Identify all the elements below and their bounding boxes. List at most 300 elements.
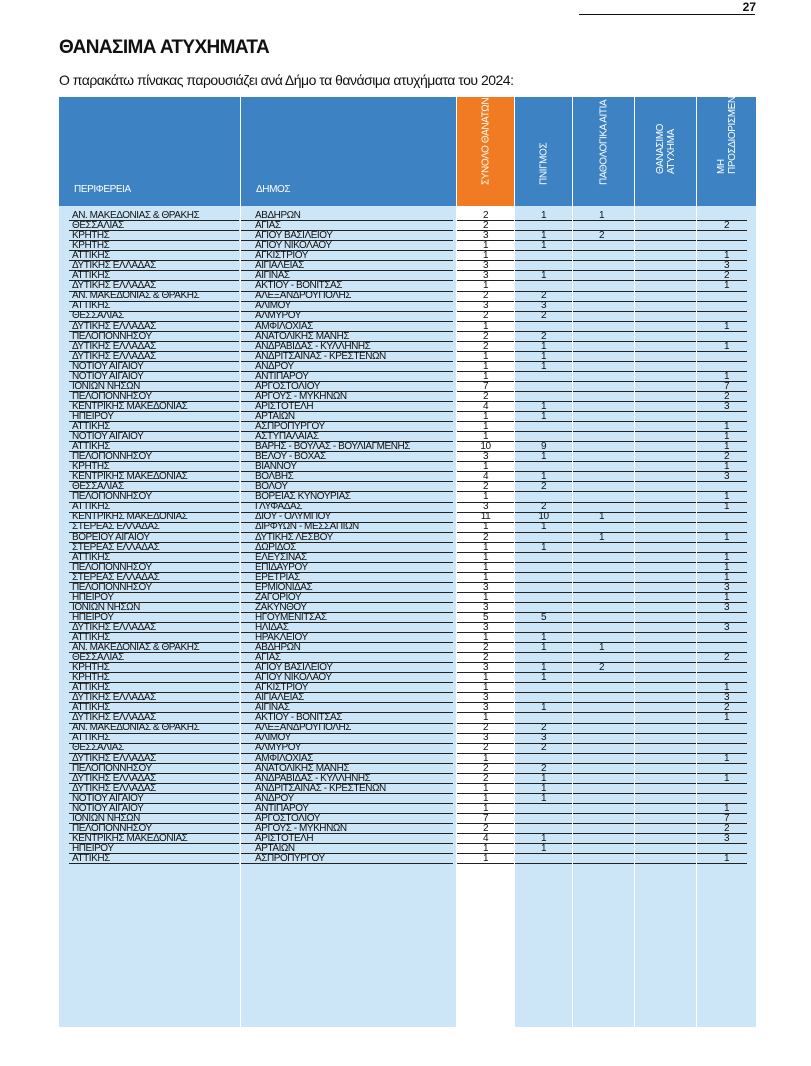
cell-undetermined: 3 <box>723 400 730 412</box>
cell-region: ΑΤΤΙΚΗΣ <box>72 702 110 714</box>
cell-undetermined: 2 <box>723 270 730 282</box>
header-drowning <box>515 97 572 206</box>
cell-total: 3 <box>482 300 489 312</box>
cell-region: ΑΤΤΙΚΗΣ <box>72 420 110 432</box>
cell-undetermined: 2 <box>723 822 730 834</box>
cell-total: 1 <box>482 712 489 724</box>
cell-region: ΑΝ. ΜΑΚΕΔΟΝΙΑΣ & ΘΡΑΚΗΣ <box>72 642 200 654</box>
table-row <box>59 743 756 753</box>
row-rule <box>515 863 572 864</box>
cell-total: 2 <box>482 642 489 654</box>
cell-undetermined: 1 <box>723 491 730 503</box>
cell-total: 3 <box>482 662 489 674</box>
cell-municipality: ΔΥΤΙΚΗΣ ΛΕΣΒΟΥ <box>255 531 333 543</box>
cell-drowning: 3 <box>540 300 547 312</box>
header-total-label: ΣΥΝΟΛΟ ΘΑΝΑΤΩΝ <box>480 97 491 185</box>
table-row <box>59 623 756 633</box>
cell-drowning: 1 <box>540 662 547 674</box>
cell-pathological: 1 <box>598 531 605 543</box>
cell-municipality: ΑΣΠΡΟΠΥΡΓΟΥ <box>255 853 325 864</box>
cell-undetermined: 1 <box>723 712 730 724</box>
cell-total: 1 <box>482 561 489 573</box>
cell-region: ΚΕΝΤΡΙΚΗΣ ΜΑΚΕΔΟΝΙΑΣ <box>72 832 188 844</box>
cell-undetermined: 3 <box>723 581 730 593</box>
cell-municipality: ΑΣΤΥΠΑΛΑΙΑΣ <box>255 431 319 443</box>
cell-region: ΑΤΤΙΚΗΣ <box>72 853 110 864</box>
cell-undetermined: 7 <box>723 380 730 392</box>
header-accident-label: ΘΑΝΑΣΙΜΟ ΑΤΥΧΗΜΑ <box>654 123 677 174</box>
cell-region: ΔΥΤΙΚΗΣ ΕΛΛΑΔΑΣ <box>72 320 156 332</box>
cell-municipality: ΑΛΕΞΑΝΔΡΟΥΠΟΛΗΣ <box>255 722 352 734</box>
cell-region: ΑΝ. ΜΑΚΕΔΟΝΙΑΣ & ΘΡΑΚΗΣ <box>72 290 200 302</box>
cell-undetermined: 1 <box>723 561 730 573</box>
cell-total: 2 <box>482 220 489 232</box>
table-row <box>59 522 756 532</box>
cell-drowning: 1 <box>540 631 547 643</box>
cell-region: ΔΥΤΙΚΗΣ ΕΛΛΑΔΑΣ <box>72 260 156 272</box>
cell-drowning: 2 <box>540 501 547 513</box>
cell-region: ΠΕΛΟΠΟΝΝΗΣΟΥ <box>72 491 152 503</box>
cell-total: 1 <box>482 571 489 583</box>
cell-municipality: ΑΝΔΡΑΒΙΔΑΣ - ΚΥΛΛΗΝΗΣ <box>255 772 371 784</box>
table-row <box>59 322 756 332</box>
table-row <box>59 402 756 412</box>
cell-municipality: ΑΙΓΙΑΛΕΙΑΣ <box>255 692 304 704</box>
table-row <box>59 764 756 774</box>
cell-municipality: ΑΡΓΟΣΤΟΛΙΟΥ <box>255 380 320 392</box>
cell-municipality: ΔΙΟΥ - ΟΛΥΜΠΟΥ <box>255 511 331 523</box>
cell-region: ΒΟΡΕΙΟΥ ΑΙΓΑΙΟΥ <box>72 531 150 543</box>
cell-region: ΣΤΕΡΕΑΣ ΕΛΛΑΔΑΣ <box>72 541 160 553</box>
cell-drowning: 2 <box>540 762 547 774</box>
cell-municipality: ΕΛΕΥΣΙΝΑΣ <box>255 551 307 563</box>
cell-municipality: ΗΛΙΔΑΣ <box>255 621 289 633</box>
cell-region: ΚΡΗΤΗΣ <box>72 662 110 674</box>
cell-drowning: 1 <box>540 210 547 221</box>
cell-undetermined: 1 <box>723 461 730 473</box>
cell-region: ΠΕΛΟΠΟΝΝΗΣΟΥ <box>72 581 152 593</box>
cell-total: 1 <box>482 410 489 422</box>
cell-municipality: ΑΒΔΗΡΩΝ <box>255 642 301 654</box>
intro-text: Ο παρακάτω πίνακας παρουσιάζει ανά Δήμο τα θανάσιμα ατυχήματα του 2024: <box>59 72 514 88</box>
table-row <box>59 261 756 271</box>
cell-municipality: ΖΑΚΥΝΘΟΥ <box>255 601 307 613</box>
cell-region: ΑΤΤΙΚΗΣ <box>72 551 110 563</box>
header-municipality <box>241 97 456 206</box>
cell-drowning: 1 <box>540 360 547 372</box>
table-row <box>59 844 756 854</box>
cell-municipality: ΑΛΜΥΡΟΥ <box>255 742 301 754</box>
cell-municipality: ΑΛΙΜΟΥ <box>255 732 291 744</box>
table-row <box>59 533 756 543</box>
cell-municipality: ΑΡΙΣΤΟΤΕΛΗ <box>255 832 314 844</box>
cell-pathological: 1 <box>598 210 605 221</box>
table-row <box>59 301 756 311</box>
table-row <box>59 452 756 462</box>
cell-municipality: ΑΛΜΥΡΟΥ <box>255 310 301 322</box>
cell-region: ΚΡΗΤΗΣ <box>72 230 110 242</box>
table-row <box>59 663 756 673</box>
cell-region: ΔΥΤΙΚΗΣ ΕΛΛΑΔΑΣ <box>72 752 156 764</box>
cell-drowning: 1 <box>540 702 547 714</box>
cell-total: 11 <box>480 511 491 523</box>
cell-pathological: 1 <box>598 511 605 523</box>
cell-total: 1 <box>482 802 489 814</box>
cell-total: 3 <box>482 270 489 282</box>
cell-region: ΔΥΤΙΚΗΣ ΕΛΛΑΔΑΣ <box>72 712 156 724</box>
cell-municipality: ΑΚΤΙΟΥ - ΒΟΝΙΤΣΑΣ <box>255 280 342 292</box>
cell-undetermined: 3 <box>723 621 730 633</box>
table-row <box>59 482 756 492</box>
cell-municipality: ΕΠΙΔΑΥΡΟΥ <box>255 561 308 573</box>
table-row <box>59 774 756 784</box>
cell-undetermined: 3 <box>723 260 730 272</box>
table-row <box>59 603 756 613</box>
cell-region: ΑΤΤΙΚΗΣ <box>72 501 110 513</box>
cell-region: ΙΟΝΙΩΝ ΝΗΣΩΝ <box>72 380 140 392</box>
cell-total: 3 <box>482 451 489 463</box>
cell-total: 7 <box>482 812 489 824</box>
cell-total: 1 <box>482 521 489 533</box>
cell-total: 1 <box>482 360 489 372</box>
cell-undetermined: 1 <box>723 531 730 543</box>
cell-municipality: ΑΛΙΜΟΥ <box>255 300 291 312</box>
cell-region: ΑΤΤΙΚΗΣ <box>72 732 110 744</box>
row-rule <box>573 863 634 864</box>
cell-total: 4 <box>482 832 489 844</box>
cell-drowning: 2 <box>540 290 547 302</box>
cell-municipality: ΑΙΓΙΝΑΣ <box>255 702 290 714</box>
table-row <box>59 814 756 824</box>
cell-drowning: 1 <box>540 230 547 242</box>
cell-total: 2 <box>482 722 489 734</box>
cell-region: ΚΡΗΤΗΣ <box>72 461 110 473</box>
cell-pathological: 2 <box>598 662 605 674</box>
cell-undetermined: 3 <box>723 471 730 483</box>
cell-total: 2 <box>482 210 489 221</box>
cell-total: 2 <box>482 772 489 784</box>
cell-region: ΚΕΝΤΡΙΚΗΣ ΜΑΚΕΔΟΝΙΑΣ <box>72 471 188 483</box>
cell-municipality: ΕΡΕΤΡΙΑΣ <box>255 571 300 583</box>
cell-total: 3 <box>482 702 489 714</box>
cell-undetermined: 1 <box>723 591 730 603</box>
cell-undetermined: 1 <box>723 802 730 814</box>
table-row <box>59 352 756 362</box>
cell-undetermined: 1 <box>723 551 730 563</box>
cell-total: 1 <box>482 320 489 332</box>
cell-municipality: ΓΛΥΦΑΔΑΣ <box>255 501 302 513</box>
table-row <box>59 492 756 502</box>
cell-undetermined: 3 <box>723 692 730 704</box>
cell-region: ΣΤΕΡΕΑΣ ΕΛΛΑΔΑΣ <box>72 521 160 533</box>
cell-municipality: ΖΑΓΟΡΙΟΥ <box>255 591 302 603</box>
cell-region: ΗΠΕΙΡΟΥ <box>72 410 114 422</box>
cell-region: ΝΟΤΙΟΥ ΑΙΓΑΙΟΥ <box>72 802 144 814</box>
cell-drowning: 1 <box>540 792 547 804</box>
table-row <box>59 422 756 432</box>
cell-region: ΝΟΤΙΟΥ ΑΙΓΑΙΟΥ <box>72 360 144 372</box>
cell-total: 1 <box>482 250 489 262</box>
cell-region: ΚΡΗΤΗΣ <box>72 240 110 252</box>
cell-undetermined: 1 <box>723 340 730 352</box>
cell-municipality: ΒΟΡΕΙΑΣ ΚΥΝΟΥΡΙΑΣ <box>255 491 351 503</box>
cell-undetermined: 2 <box>723 390 730 402</box>
table-row <box>59 543 756 553</box>
page-title: ΘΑΝΑΣΙΜΑ ΑΤΥΧΗΜΑΤΑ <box>59 37 270 58</box>
table-row <box>59 784 756 794</box>
cell-region: ΝΟΤΙΟΥ ΑΙΓΑΙΟΥ <box>72 792 144 804</box>
table-row <box>59 372 756 382</box>
cell-municipality: ΑΛΕΞΑΝΔΡΟΥΠΟΛΗΣ <box>255 290 352 302</box>
table-row <box>59 834 756 844</box>
cell-total: 1 <box>482 631 489 643</box>
cell-undetermined: 2 <box>723 451 730 463</box>
cell-total: 3 <box>482 692 489 704</box>
cell-region: ΠΕΛΟΠΟΝΝΗΣΟΥ <box>72 451 152 463</box>
table-row <box>59 412 756 422</box>
cell-total: 4 <box>482 471 489 483</box>
cell-region: ΠΕΛΟΠΟΝΝΗΣΟΥ <box>72 762 152 774</box>
cell-drowning: 1 <box>540 410 547 422</box>
table-row <box>59 854 756 864</box>
cell-municipality: ΑΓΙΟΥ ΝΙΚΟΛΑΟΥ <box>255 672 332 684</box>
cell-region: ΔΥΤΙΚΗΣ ΕΛΛΑΔΑΣ <box>72 350 156 362</box>
cell-drowning: 1 <box>540 541 547 553</box>
header-region <box>59 97 240 206</box>
table-row <box>59 583 756 593</box>
cell-region: ΠΕΛΟΠΟΝΝΗΣΟΥ <box>72 390 152 402</box>
cell-region: ΘΕΣΣΑΛΙΑΣ <box>72 652 124 664</box>
cell-region: ΔΥΤΙΚΗΣ ΕΛΛΑΔΑΣ <box>72 772 156 784</box>
cell-municipality: ΔΩΡΙΔΟΣ <box>255 541 296 553</box>
cell-total: 2 <box>482 652 489 664</box>
cell-region: ΘΕΣΣΑΛΙΑΣ <box>72 310 124 322</box>
header-accident <box>635 97 696 206</box>
cell-municipality: ΑΣΠΡΟΠΥΡΓΟΥ <box>255 420 325 432</box>
table-row <box>59 643 756 653</box>
cell-drowning: 1 <box>540 642 547 654</box>
cell-region: ΔΥΤΙΚΗΣ ΕΛΛΑΔΑΣ <box>72 621 156 633</box>
header-undetermined-label: ΜΗ ΠΡΟΣΔΙΟΡΙΣΜΕΝΟ <box>715 88 738 174</box>
cell-total: 3 <box>482 230 489 242</box>
cell-total: 1 <box>482 431 489 443</box>
cell-total: 2 <box>482 531 489 543</box>
cell-drowning: 1 <box>540 832 547 844</box>
cell-pathological: 1 <box>598 642 605 654</box>
cell-municipality: ΗΡΑΚΛΕΙΟΥ <box>255 631 308 643</box>
table-row <box>59 563 756 573</box>
cell-drowning: 1 <box>540 471 547 483</box>
header-undetermined <box>697 88 756 206</box>
cell-undetermined: 1 <box>723 441 730 453</box>
cell-undetermined: 7 <box>723 812 730 824</box>
cell-municipality: ΑΓΙΑΣ <box>255 652 281 664</box>
cell-total: 1 <box>482 370 489 382</box>
table-row <box>59 653 756 663</box>
table-row <box>59 593 756 603</box>
cell-municipality: ΑΝΤΙΠΑΡΟΥ <box>255 802 309 814</box>
cell-municipality: ΑΓΙΟΥ ΒΑΣΙΛΕΙΟΥ <box>255 230 333 242</box>
cell-region: ΔΥΤΙΚΗΣ ΕΛΛΑΔΑΣ <box>72 692 156 704</box>
cell-region: ΗΠΕΙΡΟΥ <box>72 611 114 623</box>
cell-total: 1 <box>482 240 489 252</box>
table-row <box>59 271 756 281</box>
table-row <box>59 512 756 522</box>
header-region-label: ΠΕΡΙΦΕΡΕΙΑ <box>74 184 131 195</box>
table-row <box>59 332 756 342</box>
table-row <box>59 683 756 693</box>
table-row <box>59 231 756 241</box>
cell-municipality: ΑΓΙΑΣ <box>255 220 281 232</box>
cell-total: 1 <box>482 350 489 362</box>
cell-total: 5 <box>482 611 489 623</box>
cell-region: ΚΕΝΤΡΙΚΗΣ ΜΑΚΕΔΟΝΙΑΣ <box>72 511 188 523</box>
cell-municipality: ΗΓΟΥΜΕΝΙΤΣΑΣ <box>255 611 327 623</box>
cell-region: ΙΟΝΙΩΝ ΝΗΣΩΝ <box>72 812 140 824</box>
table-row <box>59 553 756 563</box>
cell-region: ΘΕΣΣΑΛΙΑΣ <box>72 220 124 232</box>
cell-drowning: 5 <box>540 611 547 623</box>
cell-total: 4 <box>482 400 489 412</box>
cell-region: ΝΟΤΙΟΥ ΑΙΓΑΙΟΥ <box>72 431 144 443</box>
cell-drowning: 1 <box>540 451 547 463</box>
cell-total: 1 <box>482 420 489 432</box>
cell-drowning: 1 <box>540 772 547 784</box>
table-row <box>59 754 756 764</box>
cell-municipality: ΑΡΓΟΥΣ - ΜΥΚΗΝΩΝ <box>255 390 347 402</box>
table-row <box>59 211 756 221</box>
table-row <box>59 673 756 683</box>
cell-region: ΚΕΝΤΡΙΚΗΣ ΜΑΚΕΔΟΝΙΑΣ <box>72 400 188 412</box>
table-row <box>59 342 756 352</box>
cell-region: ΑΤΤΙΚΗΣ <box>72 631 110 643</box>
cell-undetermined: 1 <box>723 853 730 864</box>
cell-region: ΔΥΤΙΚΗΣ ΕΛΛΑΔΑΣ <box>72 782 156 794</box>
cell-municipality: ΒΙΑΝΝΟΥ <box>255 461 297 473</box>
cell-undetermined: 2 <box>723 220 730 232</box>
table-row <box>59 362 756 372</box>
cell-region: ΚΡΗΤΗΣ <box>72 672 110 684</box>
cell-drowning: 1 <box>540 672 547 684</box>
cell-total: 1 <box>482 672 489 684</box>
cell-undetermined: 1 <box>723 501 730 513</box>
cell-drowning: 2 <box>540 722 547 734</box>
table-row <box>59 733 756 743</box>
cell-municipality: ΑΒΔΗΡΩΝ <box>255 210 301 221</box>
table-row <box>59 382 756 392</box>
cell-undetermined: 1 <box>723 250 730 262</box>
cell-region: ΔΥΤΙΚΗΣ ΕΛΛΑΔΑΣ <box>72 340 156 352</box>
cell-municipality: ΑΓΙΟΥ ΝΙΚΟΛΑΟΥ <box>255 240 332 252</box>
cell-total: 3 <box>482 601 489 613</box>
cell-drowning: 1 <box>540 782 547 794</box>
cell-total: 1 <box>482 541 489 553</box>
cell-total: 2 <box>482 822 489 834</box>
cell-total: 7 <box>482 380 489 392</box>
table-row <box>59 804 756 814</box>
table-rows <box>59 211 756 864</box>
row-rule <box>635 863 696 864</box>
page-number: 27 <box>742 0 756 14</box>
cell-total: 1 <box>482 551 489 563</box>
cell-undetermined: 1 <box>723 370 730 382</box>
cell-municipality: ΑΜΦΙΛΟΧΙΑΣ <box>255 752 313 764</box>
header-pathological-label: ΠΑΘΟΛΟΓΙΚΑ ΑΙΤΙΑ <box>598 99 609 185</box>
cell-total: 2 <box>482 742 489 754</box>
cell-municipality: ΑΝΑΤΟΛΙΚΗΣ ΜΑΝΗΣ <box>255 762 350 774</box>
cell-municipality: ΑΝΑΤΟΛΙΚΗΣ ΜΑΝΗΣ <box>255 330 350 342</box>
cell-undetermined: 3 <box>723 601 730 613</box>
cell-region: ΝΟΤΙΟΥ ΑΙΓΑΙΟΥ <box>72 370 144 382</box>
cell-drowning: 1 <box>540 270 547 282</box>
cell-drowning: 9 <box>540 441 547 453</box>
table-row <box>59 723 756 733</box>
table-row <box>59 693 756 703</box>
row-rule <box>697 863 747 864</box>
cell-drowning: 1 <box>540 521 547 533</box>
cell-municipality: ΑΝΤΙΠΑΡΟΥ <box>255 370 309 382</box>
cell-municipality: ΑΓΚΙΣΤΡΙΟΥ <box>255 682 308 694</box>
cell-municipality: ΑΝΔΡΙΤΣΑΙΝΑΣ - ΚΡΕΣΤΕΝΩΝ <box>255 350 386 362</box>
table-row <box>59 613 756 623</box>
cell-undetermined: 1 <box>723 682 730 694</box>
cell-municipality: ΕΡΜΙΟΝΙΔΑΣ <box>255 581 313 593</box>
cell-total: 2 <box>482 481 489 493</box>
table-row <box>59 794 756 804</box>
cell-undetermined: 1 <box>723 571 730 583</box>
cell-total: 1 <box>482 591 489 603</box>
cell-municipality: ΑΝΔΡΟΥ <box>255 360 294 372</box>
cell-region: ΗΠΕΙΡΟΥ <box>72 591 114 603</box>
cell-region: ΑΤΤΙΚΗΣ <box>72 300 110 312</box>
table-row <box>59 221 756 231</box>
cell-region: ΘΕΣΣΑΛΙΑΣ <box>72 742 124 754</box>
cell-municipality: ΒΟΛΒΗΣ <box>255 471 294 483</box>
table-row <box>59 291 756 301</box>
cell-region: ΠΕΛΟΠΟΝΝΗΣΟΥ <box>72 822 152 834</box>
cell-region: ΑΤΤΙΚΗΣ <box>72 682 110 694</box>
cell-drowning: 1 <box>540 842 547 854</box>
cell-undetermined: 1 <box>723 752 730 764</box>
cell-total: 3 <box>482 621 489 633</box>
cell-total: 2 <box>482 290 489 302</box>
cell-region: ΑΝ. ΜΑΚΕΔΟΝΙΑΣ & ΘΡΑΚΗΣ <box>72 210 200 221</box>
cell-total: 3 <box>482 260 489 272</box>
cell-municipality: ΑΓΚΙΣΤΡΙΟΥ <box>255 250 308 262</box>
cell-municipality: ΑΡΤΑΙΩΝ <box>255 410 295 422</box>
cell-municipality: ΑΙΓΙΑΛΕΙΑΣ <box>255 260 304 272</box>
cell-municipality: ΑΡΓΟΥΣ - ΜΥΚΗΝΩΝ <box>255 822 347 834</box>
cell-drowning: 3 <box>540 732 547 744</box>
table-row <box>59 573 756 583</box>
cell-total: 2 <box>482 330 489 342</box>
cell-municipality: ΑΡΓΟΣΤΟΛΙΟΥ <box>255 812 320 824</box>
cell-undetermined: 1 <box>723 772 730 784</box>
table-row <box>59 241 756 251</box>
header-total <box>457 97 514 206</box>
cell-drowning: 1 <box>540 350 547 362</box>
cell-municipality: ΑΝΔΡΑΒΙΔΑΣ - ΚΥΛΛΗΝΗΣ <box>255 340 371 352</box>
header-rule <box>579 14 755 15</box>
cell-region: ΑΝ. ΜΑΚΕΔΟΝΙΑΣ & ΘΡΑΚΗΣ <box>72 722 200 734</box>
header-municipality-label: ΔΗΜΟΣ <box>256 184 291 195</box>
cell-total: 1 <box>482 782 489 794</box>
cell-total: 3 <box>482 501 489 513</box>
cell-region: ΠΕΛΟΠΟΝΝΗΣΟΥ <box>72 561 152 573</box>
header-pathological <box>573 97 634 206</box>
cell-total: 2 <box>482 310 489 322</box>
cell-municipality: ΑΡΤΑΙΩΝ <box>255 842 295 854</box>
